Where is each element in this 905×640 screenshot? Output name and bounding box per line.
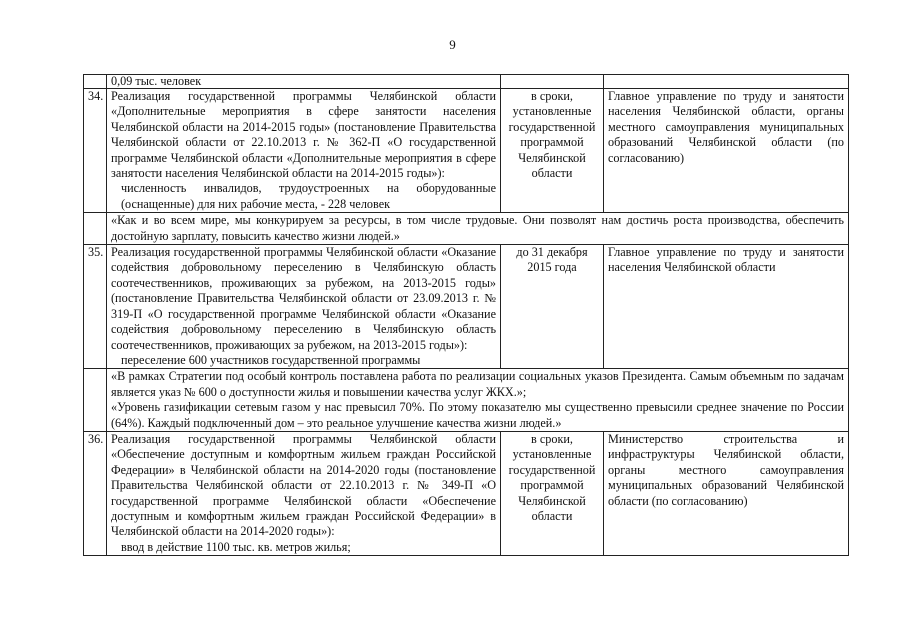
row-deadline: до 31 декабря 2015 года: [501, 245, 604, 369]
row-description: [107, 245, 501, 369]
plan-table: [83, 74, 849, 556]
quote-paragraph: «В рамках Стратегии под особый контроль поставлена работа по реализации социальных указов Президента. Самым объемным по задачам является указ № 600 о доступности жилья и повышении качества услуг ЖКХ.»;: [111, 369, 844, 399]
row-description: [107, 431, 501, 555]
program-description: Реализация государственной программы Челябинской области «Обеспечение доступным и комфортным жильем граждан Российской Федерации» в Челябинской области на 2014-2020 годы (постановление Правительства Челябинской области от 22.10.2013 г. № 349-П «О государственной программе Челябинской области «Обеспечение доступным и комфортным жильем граждан Российской Федерации» в Челябинской области на 2014-2020 годы»):: [111, 431, 496, 539]
cell-empty: [604, 75, 849, 89]
quote-paragraph: «Как и во всем мире, мы конкурируем за ресурсы, в том числе трудовые. Они позволят нам достичь роста производства, обеспечить достойную зарплату, повысить качество жизни людей.»: [111, 213, 844, 243]
program-indicator: численность инвалидов, трудоустроенных на оборудованные (оснащенные) для них рабочие места, - 228 человек: [121, 181, 496, 211]
row-description: [107, 89, 501, 213]
quote-row-2: [84, 369, 849, 432]
row-responsible: Министерство строительства и инфраструктуры Челябинской области, органы местного самоуправления муниципальных образований Челябинской области (по согласованию): [604, 431, 849, 555]
program-indicator: переселение 600 участников государственной программы: [121, 352, 421, 367]
cell-empty: [84, 369, 107, 432]
quote-text: [107, 369, 849, 432]
cell-empty: [84, 213, 107, 245]
quote-paragraph: «Уровень газификации сетевым газом у нас превысил 70%. По этому показателю мы существенно превысили среднее значение по России (64%). Каждый подключенный дом – это реальное улучшение качества жизни людей.»: [111, 400, 844, 430]
program-indicator: ввод в действие 1100 тыс. кв. метров жилья;: [121, 539, 351, 554]
cell-empty: [501, 75, 604, 89]
row-number: 34.: [84, 89, 107, 213]
continuation-row: [84, 75, 849, 89]
quote-text: [107, 213, 849, 245]
row-deadline: в сроки, установленные государственной программой Челябинской области: [501, 431, 604, 555]
program-description: Реализация государственной программы Челябинской области «Дополнительные мероприятия в сфере занятости населения Челябинской области на 2014-2015 годы» (постановление Правительства Челябинской области от 22.10.2013 г. № 362-П «О государственной программе Челябинской области «Дополнительные мероприятия в сфере занятости населения Челябинской области на 2014-2015 годы»):: [111, 89, 496, 181]
row-responsible: Главное управление по труду и занятости населения Челябинской области, органы местного самоуправления муниципальных образований Челябинской области (по согласованию): [604, 89, 849, 213]
table-row-36: [84, 431, 849, 555]
row-deadline: в сроки, установленные государственной программой Челябинской области: [501, 89, 604, 213]
page-number: 9: [449, 37, 456, 52]
table-row-35: [84, 245, 849, 369]
quote-row-1: [84, 213, 849, 245]
row-responsible: Главное управление по труду и занятости населения Челябинской области: [604, 245, 849, 369]
table-row-34: [84, 89, 849, 213]
program-description: Реализация государственной программы Челябинской области «Оказание содействия добровольному переселению в Челябинскую область соотечественников, проживающих за рубежом, на 2013-2015 годы» (постановление Правительства Челябинской области от 23.09.2013 г. № 319-П «О государственной программе Челябинской области «Оказание содействия добровольному переселению в Челябинскую область соотечественников, проживающих за рубежом, на 2013-2015 годы»):: [111, 245, 496, 352]
continuation-text: 0,09 тыс. человек: [107, 75, 501, 89]
row-number: 36.: [84, 431, 107, 555]
cell-empty: [84, 75, 107, 89]
row-number: 35.: [84, 245, 107, 369]
